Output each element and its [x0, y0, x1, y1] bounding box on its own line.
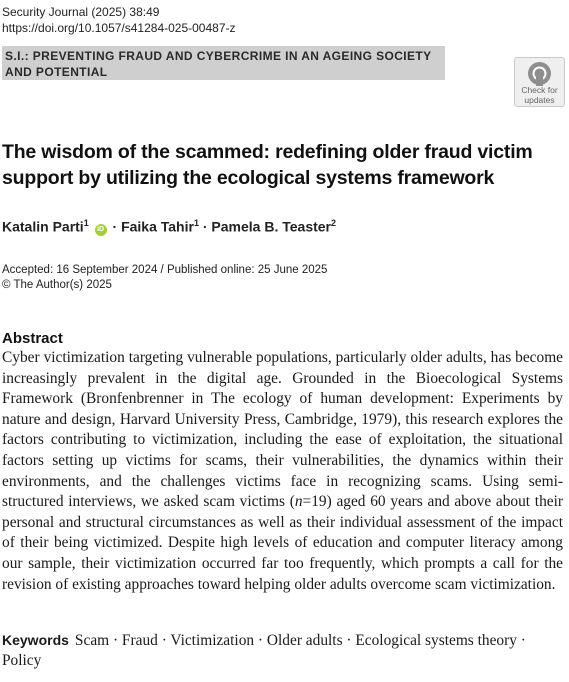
- orcid-icon[interactable]: iD: [95, 224, 107, 236]
- publication-dates: Accepted: 16 September 2024 / Published online: 25 June 2025: [2, 264, 328, 276]
- journal-header: [2, 5, 236, 36]
- check-updates-label: Check for updates: [521, 85, 558, 105]
- keywords-label: Keywords: [2, 632, 69, 648]
- keywords-section: [2, 630, 563, 671]
- sample-size-symbol: n: [294, 493, 303, 511]
- keywords-list: Scam · Fraud · Victimization · Older adults · Ecological systems theory · Policy: [2, 632, 526, 669]
- special-issue-banner: [2, 46, 445, 80]
- affiliation-marker: 2: [331, 218, 337, 228]
- abstract-text-part-1: Cyber victimization targeting vulnerable populations, particularly older adults, has become increasingly prevalent in the digital age. Grounded in the Bioecological Systems Framework (Bronfenbrenner in The ecology of human development: Experiments by nature and design, Harvard University Press, Cambridge, 1979), this research explores the factors contributing to victimization, including the ease of exploitation, the situational factors setting up victims for scams, their vulnerabilities, the dynamics within their environments, and the challenges victims face in recognizing scams. Using semi-structured interviews, we asked scam victims (: [2, 349, 563, 511]
- sample-size-value: =19: [302, 493, 327, 511]
- journal-citation: Security Journal (2025) 38:49: [2, 5, 160, 19]
- abstract-heading: Abstract: [2, 330, 63, 347]
- abstract-text: [2, 348, 563, 595]
- article-title: The wisdom of the scammed: redefining older fraud victim support by utilizing the ecological systems framework: [2, 141, 533, 189]
- abstract-text-part-2: ) aged 60 years and above about their personal and structural circumstances as well as their individual assessment of the impact of their being victimized. Despite high levels of education and computer literacy among our sample, their victimization occurred far too frequently, which prompts a call for the revision of existing approaches toward helping older adults overcome scam victimization.: [2, 493, 563, 593]
- affiliation-marker: 1: [83, 218, 89, 228]
- author-name[interactable]: Katalin Parti: [2, 218, 84, 235]
- special-issue-title: S.I.: PREVENTING FRAUD AND CYBERCRIME IN AN AGEING SOCIETY AND POTENTIAL: [5, 49, 432, 79]
- author-name[interactable]: Faika Tahir: [121, 218, 194, 235]
- author-name[interactable]: Pamela B. Teaster: [211, 218, 332, 235]
- affiliation-marker: 1: [193, 218, 199, 228]
- check-for-updates-button[interactable]: [514, 57, 565, 107]
- doi-link[interactable]: https://doi.org/10.1057/s41284-025-00487-z: [2, 20, 236, 35]
- author-list: [2, 218, 336, 236]
- author-separator: ·: [112, 218, 118, 235]
- copyright-notice: © The Author(s) 2025: [2, 279, 112, 291]
- publication-info: [2, 263, 327, 293]
- author-separator: ·: [202, 218, 208, 235]
- check-updates-icon: [527, 61, 552, 86]
